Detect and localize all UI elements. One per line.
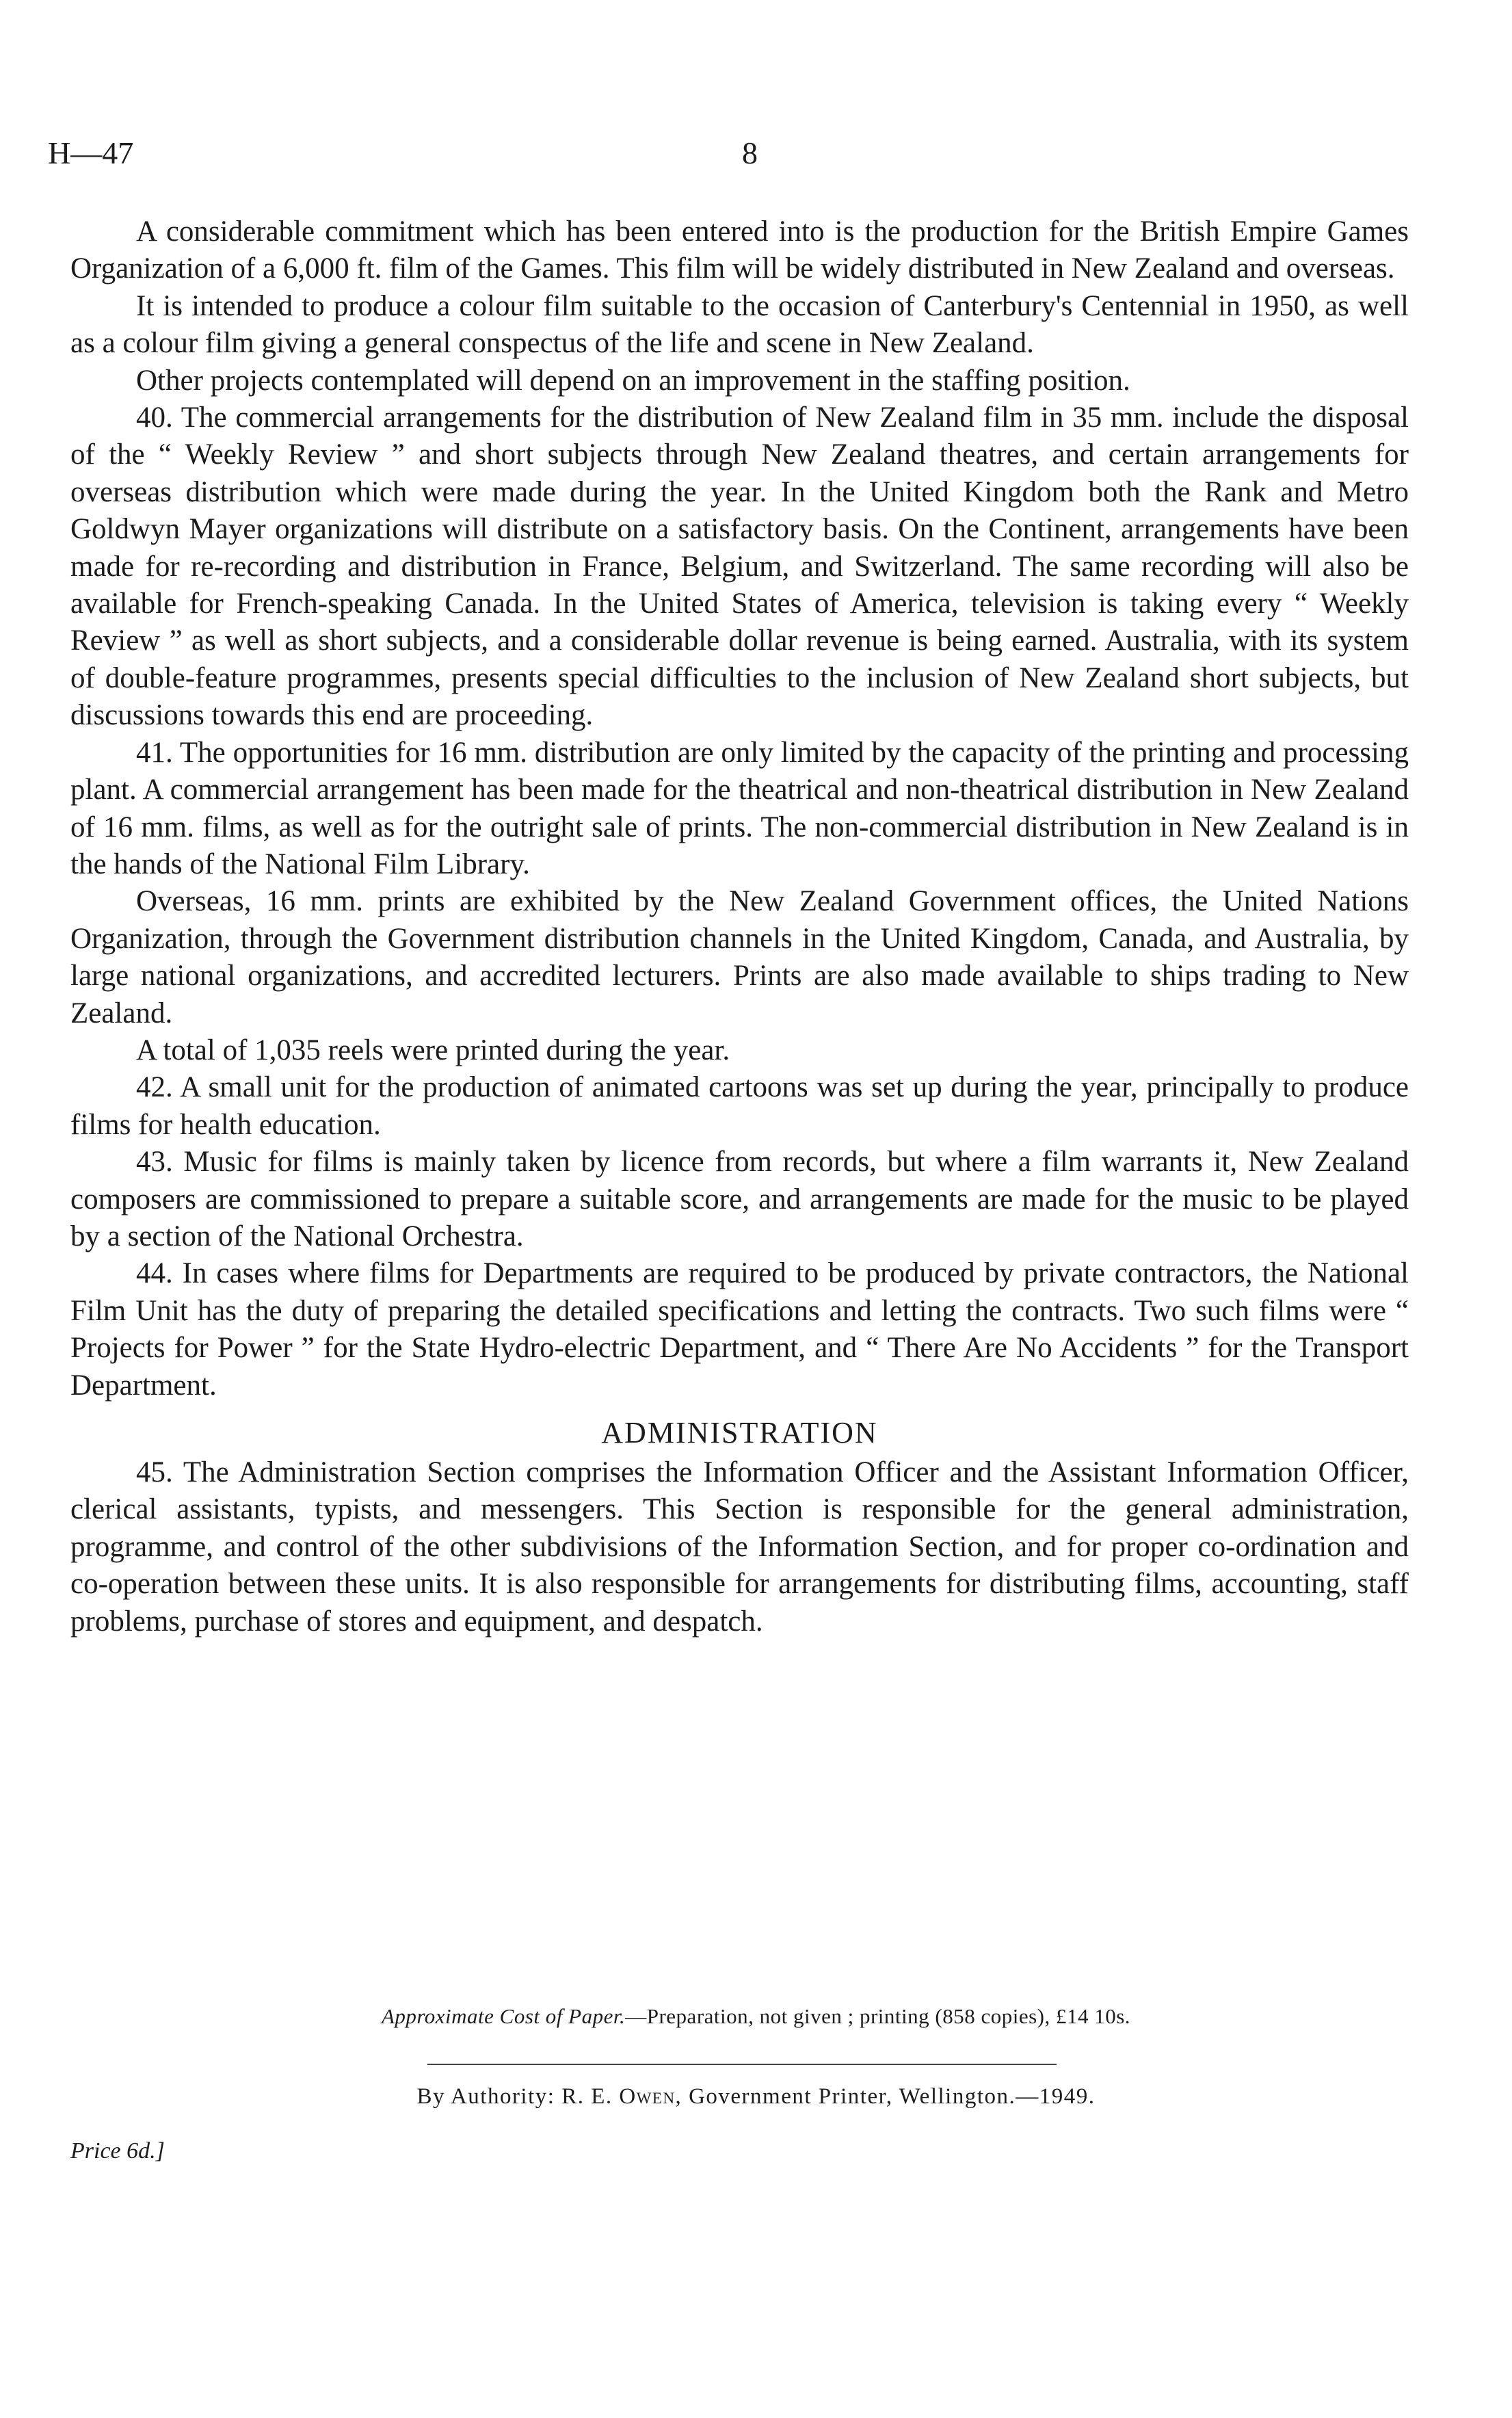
paragraph-45: 45. The Administration Section comprises the Information Officer and the Assistant Information Officer, clerical assistants, typists, and messengers. This Section is responsible for the general administration, programme, and control of the other subdivisions of the Information Section, and for proper co-ordination and co-operation between these units. It is also responsible for arrangements for distributing films, accounting, staff problems, purchase of stores and equipment, and despatch. bbox=[70, 1456, 1409, 1638]
document-reference: H—47 bbox=[48, 135, 134, 170]
footer-divider bbox=[427, 2064, 1057, 2065]
cost-of-paper-note bbox=[0, 2003, 1512, 2030]
section-heading: ADMINISTRATION bbox=[601, 1416, 878, 1449]
page-number: 8 bbox=[742, 135, 758, 170]
paragraph-43: 43. Music for films is mainly taken by licence from records, but where a film warrants it, New Zealand composers are commissioned to prepare a suitable score, and arrangements are made for the music to be played by a section of the National Orchestra. bbox=[70, 1146, 1409, 1252]
paragraph: A considerable commitment which has been entered into is the production for the British Empire Games Organization of a 6,000 ft. film of the Games. This film will be widely distributed in New Zealand and overseas. bbox=[70, 215, 1409, 285]
paragraph: A total of 1,035 reels were printed during the year. bbox=[136, 1034, 730, 1066]
printer-details: Government Printer, Wellington.—1949. bbox=[689, 2084, 1096, 2109]
paragraph-40: 40. The commercial arrangements for the distribution of New Zealand film in 35 mm. include the disposal of the “ Weekly Review ” and short subjects through New Zealand theatres, and certain arrangements for overseas distribution which were made during the year. In the United Kingdom both the Rank and Metro Goldwyn Mayer organizations will distribute on a satisfactory basis. On the Continent, arrangements have been made for re-recording and distribution in France, Belgium, and Switzerland. The same recording will also be available for French-speaking Canada. In the United States of America, television is taking every “ Weekly Review ” as well as short subjects, and a considerable dollar revenue is being earned. Australia, with its system of double-feature programmes, presents special difficulties to the inclusion of New Zealand short subjects, but discussions towards this end are proceeding. bbox=[70, 402, 1409, 732]
body-text bbox=[70, 213, 1409, 1640]
paragraph-44: 44. In cases where films for Departments are required to be produced by private contractors, the National Film Unit has the duty of preparing the detailed specifications and letting the contracts. Two such films were “ Projects for Power ” for the State Hydro-electric Department, and “ There Are No Accidents ” for the Transport Department. bbox=[70, 1257, 1409, 1402]
paragraph: Overseas, 16 mm. prints are exhibited by the New Zealand Government offices, the United Nations Organization, through the Government distribution channels in the United Kingdom, Canada, and Australia, by large national organizations, and accredited lecturers. Prints are also made available to ships trading to New Zealand. bbox=[70, 885, 1409, 1029]
paragraph-41: 41. The opportunities for 16 mm. distribution are only limited by the capacity of the printing and processing plant. A commercial arrangement has been made for the theatrical and non-theatrical distribution in New Zealand of 16 mm. films, as well as for the outright sale of prints. The non-commercial distribution in New Zealand is in the hands of the National Film Library. bbox=[70, 736, 1409, 880]
paragraph-42: 42. A small unit for the production of animated cartoons was set up during the year, principally to produce films for health education. bbox=[70, 1071, 1409, 1141]
price-note: Price 6d.] bbox=[70, 2138, 165, 2164]
paragraph: Other projects contemplated will depend on an improvement in the staffing position. bbox=[136, 364, 1130, 397]
printer-imprint bbox=[0, 2081, 1512, 2112]
cost-text: —Preparation, not given ; printing (858 copies), £14 10s. bbox=[625, 2004, 1131, 2028]
cost-label: Approximate Cost of Paper. bbox=[381, 2004, 626, 2028]
paragraph: It is intended to produce a colour film suitable to the occasion of Canterbury's Centennial in 1950, as well as a colour film giving a general conspectus of the life and scene in New Zealand. bbox=[70, 289, 1409, 360]
authority-prefix: By Authority: bbox=[416, 2084, 555, 2109]
printer-name: R. E. Owen, bbox=[561, 2084, 682, 2109]
